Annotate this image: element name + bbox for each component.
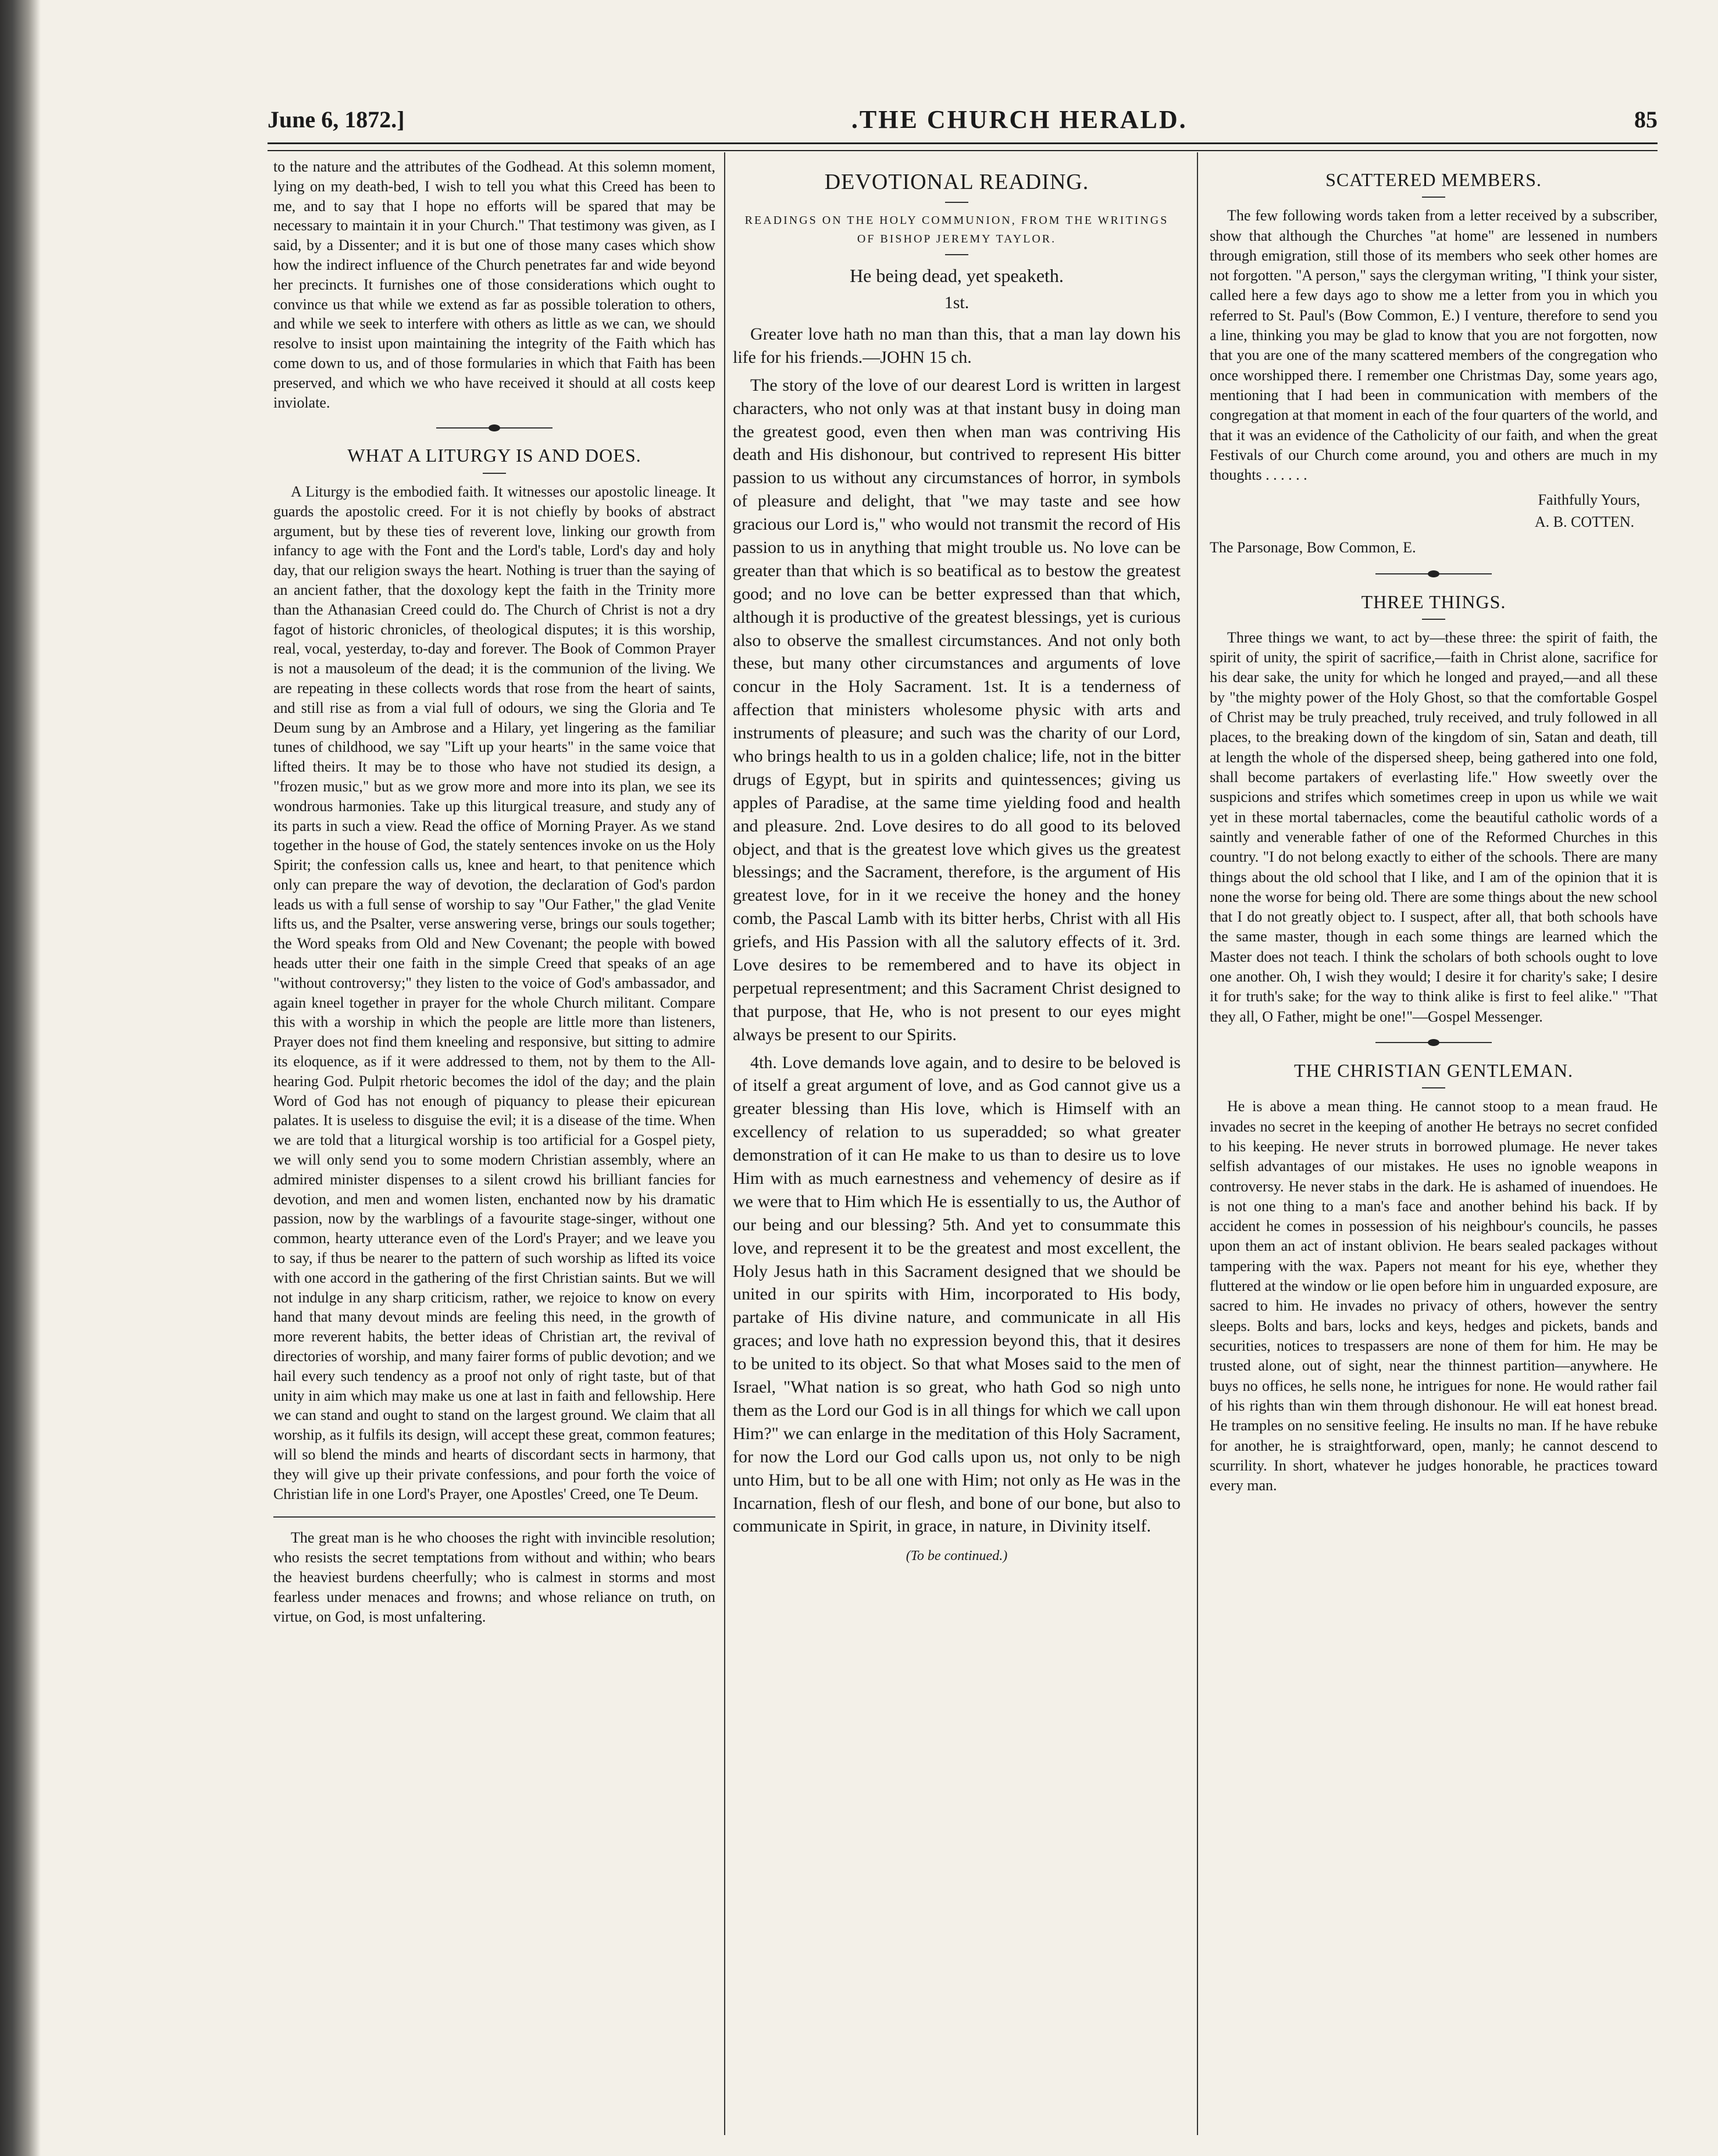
heading-dash <box>483 473 506 474</box>
binding-edge <box>0 0 41 2156</box>
article-paragraph: The story of the love of our dearest Lord is written in largest characters, who not only was at that instant busy in doing man the greatest good, even then when man was contriving His death and His dishonour, but contrived to represent His bitter passion to us without any circumstances of horror, in symbols of pleasure and delight, that "we may taste and see how gracious our Lord is," who would not transmit the record of His passion to us in anything that might trouble us. No love can be greater than that which is so beatifical as to bestow the greatest good; and no love can be better expressed than that which, although it is productive of the greatest blessings, yet is curious also to observe the smallest circumstances. And not only both these, but many other circumstances and arguments of love concur in the Holy Sacrament. 1st. It is a tenderness of affection that ministers wholesome physic with arts and instruments of pleasure; and such was the charity of our Lord, who brings health to us in a golden chalice; life, not in the bitter drugs of Egypt, but in spirits and quintessences; giving us apples of Paradise, at the same time yielding food and health and pleasure. 2nd. Love desires to do all good to its beloved object, and that is the greatest love which gives us the greatest blessings; and the Sacrament, therefore, is the argument of His greatest love, for in it we receive the honey and the honey comb, the Pascal Lamb with its bitter herbs, Christ with all His griefs, and His Passion with all the salutory effects of it. 3rd. Love desires to be remembered and to have its object in perpetual representment; and this Sacrament Christ designed to that purpose, that He, who is not present to our eyes might always be present to our Spirits. <box>733 375 1181 1044</box>
reading-number: 1st. <box>944 293 970 313</box>
issue-date: June 6, 1872.] <box>268 106 405 133</box>
section-ornament <box>436 427 553 429</box>
column-divider <box>1197 152 1198 2135</box>
column-middle <box>733 157 1181 2134</box>
letter-signature: A. B. COTTEN. <box>1534 513 1634 530</box>
heading-dash <box>1422 1087 1445 1088</box>
heading-dash <box>945 202 968 203</box>
article-paragraph: He is above a mean thing. He cannot stoop to a mean fraud. He invades no secret in the keeping of another He betrays no secret confided to his keeping. He never struts in borrowed plumage. He never takes selfish advantages of our mistakes. He uses no ignoble weapons in controversy. He never stabs in the dark. He is ashamed of inuendoes. He is not one thing to a man's face and another behind his back. If by accident he comes in possession of his neighbour's councils, he passes upon them an act of instant oblivion. He bears sealed packages without tampering with the wax. Papers not meant for his eye, whether they fluttered at the window or lie open before him in unguarded exposure, are sacred to him. He invades no privacy of others, however the sentry sleeps. Bolts and bars, locks and keys, hedges and pickets, bands and securities, notices to trespassers are none of them for him. He may be trusted alone, out of sight, near the thinnest partition—anywhere. He buys no offices, he sells none, he intrigues for none. He would rather fail of his rights than win them through dishonour. He will eat honest bread. He tramples on no sensitive feeling. He insults no man. If he have rebuke for another, he is straightforward, open, manly; he cannot descend to scurrility. In short, whatever he judges honorable, he practices toward every man. <box>1210 1098 1658 1494</box>
article-heading: THREE THINGS. <box>1361 591 1506 612</box>
article-paragraph: 4th. Love demands love again, and to desire to be beloved is of itself a great argument of love, and as God cannot give us a greater blessing than His love, which is Himself with an excellency of relation to us superadded; so what greater demonstration of it can He make to us than to desire us to love Him with as much earnestness and vehemency of desire as if we were that to Him which He is essentially to us, the Author of our being and our blessing? 5th. And yet to consummate this love, and represent it to be the greatest and most excellent, the Holy Jesus hath in this Sacrament designed that we should be united in our spirits with Him, incorporated to His body, partake of His divine nature, and communicate in all His graces; and love hath no expression beyond this, that it desires to be united to its object. So that what Moses said to the men of Israel, "What nation is so great, who hath God so nigh unto them as the Lord our God is in all things for which we call upon Him?" we can enlarge in the meditation of this Holy Sacrament, for now the Lord our God calls upon us, not only to be nigh unto Him, but to be all one with Him; not only as He was in the Incarnation, flesh of our flesh, and bone of our bone, but also to communicate in Spirit, in grace, in nature, in Divinity itself. <box>733 1052 1181 1536</box>
article-heading: DEVOTIONAL READING. <box>824 170 1089 194</box>
letter-address: The Parsonage, Bow Common, E. <box>1210 539 1416 556</box>
article-motto: He being dead, yet speaketh. <box>850 265 1064 286</box>
article-paragraph: The few following words taken from a letter received by a subscriber, show that although the Churches "at home" are lessened in numbers through emigration, still those of its members who seek other homes are not forgotten. "A person," says the clergyman writing, "I think your sister, called here a few days ago to show me a letter from you in which you referred to St. Paul's (Bow Common, E.) I venture, therefore to send you a line, thinking you may be glad to know that you are not forgotten, now that you are one of the many scattered members of the congregation who once worshipped there. I remember one Christmas Day, some years ago, mentioning that I had been in communication with members of the congregation at that moment in each of the four quarters of the world, and that it was an evidence of the Catholicity of our faith, and when the great Festivals of our Church come around, you and others are much in my thoughts . . . . . . <box>1210 207 1658 484</box>
article-heading: WHAT A LITURGY IS AND DOES. <box>347 445 641 466</box>
article-paragraph: to the nature and the attributes of the Godhead. At this solemn moment, lying on my death-bed, I wish to tell you what this Creed has been to me, and to say that I hope no efforts will be spared that may be necessary to maintain it in your Church." That testimony was given, as I said, by a Dissenter; and it is but one of those many cases which show how the indirect influence of the Church penetrates far and wide beyond her precincts. It furnishes one of those considerations which ought to convince us that while we extend as far as possible toleration to others, and while we seek to interfere with others as little as we can, we should resolve to insist upon maintaining the integrity of the Faith which has come down to us, and of those formularies in which that Faith has been preserved, and which we who have received it should at all costs keep inviolate. <box>273 158 715 411</box>
section-ornament <box>1375 573 1492 574</box>
continued-note: (To be continued.) <box>906 1548 1008 1564</box>
article-paragraph: The great man is he who chooses the right with invincible resolution; who resists the secret temptations from without and within; who bears the heaviest burdens cheerfully; who is calmest in storms and most fearless under menaces and frowns; and whose reliance on truth, on virtue, on God, is most unfaltering. <box>273 1529 715 1625</box>
column-right <box>1210 157 1658 2134</box>
heading-dash <box>945 254 968 255</box>
article-heading: THE CHRISTIAN GENTLEMAN. <box>1294 1060 1573 1081</box>
article-paragraph: Three things we want, to act by—these three: the spirit of faith, the spirit of unity, the spirit of sacrifice,—faith in Christ alone, sacrifice for his dear sake, the unity for which he longed and prayed,—and all these by "the mighty power of the Holy Ghost, so that the comfortable Gospel of Christ may be truly preached, truly received, and truly followed in all places, to the breaking down of the kingdom of sin, Satan and death, till at length the whole of the dispersed sheep, being gathered into one fold, shall become partakers of everlasting life." How sweetly over the suspicions and strifes which sometimes creep in upon us while we wait yet in these mortal tabernacles, come the beautiful catholic words of a saintly and venerable father of one of the Reformed Churches in this country. "I do not belong exactly to either of the schools. There are many things about the old school that I like, and I am of the opinion that it is none the worse for being old. There are some things about the new school that I do not greatly object to. I suspect, after all, that both schools have the same master, though in each some things are learned which the Master does not teach. I think the scholars of both schools ought to love one another. Oh, I wish they would; I desire it for charity's sake; I desire it for truth's sake; for the way to think alike is first to feel alike." "That they all, O Father, might be one!"—Gospel Messenger. <box>1210 629 1658 1025</box>
section-rule <box>273 1516 715 1518</box>
column-divider <box>724 152 725 2135</box>
section-ornament <box>1375 1042 1492 1043</box>
column-left <box>273 157 715 2134</box>
article-paragraph: A Liturgy is the embodied faith. It witnesses our apostolic lineage. It guards the apostolic creed. For it is not chiefly by books of abstract argument, but by these ties of reverent love, linking our growth from infancy to age with the Font and the Lord's table, Lord's day and holy day, that our religion sways the heart. Nothing is truer than the saying of an ancient father, that the doxology kept the faith in the Trinity more than the Athanasian Creed could do. The Church of Christ is not a dry fagot of historic chronicles, of theological disputes; it is this worship, real, vocal, yesterday, to-day and forever. The Book of Common Prayer is not a mausoleum of the dead; it is the communion of the living. We are repeating in these collects words that rose from the heart of saints, and still rise as from a vial full of odours, we sing the Gloria and Te Deum sung by an Ambrose and a Hilary, yet lingering as the familiar tunes of childhood, we say "Lift up your hearts" in the same voice that lifted theirs. It may be to those who have not studied its design, a "frozen music," but as we grow more and more into its plan, we see its wondrous harmonies. Take up this liturgical treasure, and study any of its parts in such a view. Read the office of Morning Prayer. As we stand together in the house of God, the stately sentences invoke on us the Holy Spirit; the confession calls us, knee and heart, to that penitence which only can prepare the way of devotion, the declaration of God's pardon leads us with a full sense of worship to say "Our Father," the glad Venite lifts us, and the Psalter, verse answering verse, brings our souls together; the Word speaks from Old and New Covenant; the people with bowed heads utter their one faith in the simple Creed that speaks of an age "without controversy;" they listen to the voice of God's ambassador, and again kneel together in prayer for the whole Church militant. Compare this with a worship in which the people are little more than listeners, Prayer does not find them kneeling and responsive, but sitting to admire its eloquence, as if it were addressed to them, not by them to the All-hearing God. Pulpit rhetoric becomes the idol of the day; and the plain Word of God has not enough of piquancy to please their epicurean palates. It is useless to disguise the evil; it is a disease of the time. When we are told that a liturgical worship is too artificial for a Gospel piety, we will only send you to some modern Christian assembly, where an admired minister dispenses to a silent crowd his brilliant fancies for devotion, and men and women listen, enchanted now by his dramatic passion, now by the warblings of a favourite stage-singer, without one common, hearty utterance even of the Lord's Prayer; and we leave you to say, if thus be nearer to the pattern of such worship as lifted its voice with one accord in the gathering of the first Christian saints. But we will not indulge in any sharp criticism, rather, we rejoice to know on every hand that many devout minds are feeling this need, in the growth of more reverent habits, the better ideas of Christian art, the revival of directories of worship, and many fairer forms of public devotion; and we hail every such tendency as a proof not only of right taste, but of that unity in aim which may make us one at last in faith and fellowship. Here we can stand and ought to stand on the largest ground. We claim that all worship, as it fulfils its design, will accept these great, common features; will so blend the minds and hearts of discordant sects in harmony, that they will give up their private confessions, and pour forth the voice of Christian life in one Lord's Prayer, one Apostles' Creed, one Te Deum. <box>273 483 715 1502</box>
letter-closing: Faithfully Yours, <box>1538 491 1640 508</box>
page-header <box>268 99 1658 140</box>
heading-dash <box>1422 197 1445 198</box>
article-subheading: READINGS ON THE HOLY COMMUNION, FROM THE WRITINGS OF BISHOP JEREMY TAYLOR. <box>744 213 1169 245</box>
newspaper-title: .THE CHURCH HERALD. <box>851 105 1188 134</box>
page-number: 85 <box>1634 106 1658 133</box>
article-paragraph: Greater love hath no man than this, that a man lay down his life for his friends.—JOHN 15 ch. <box>733 324 1181 367</box>
article-heading: SCATTERED MEMBERS. <box>1325 169 1542 190</box>
heading-dash <box>1422 619 1445 620</box>
header-rule <box>268 142 1658 151</box>
